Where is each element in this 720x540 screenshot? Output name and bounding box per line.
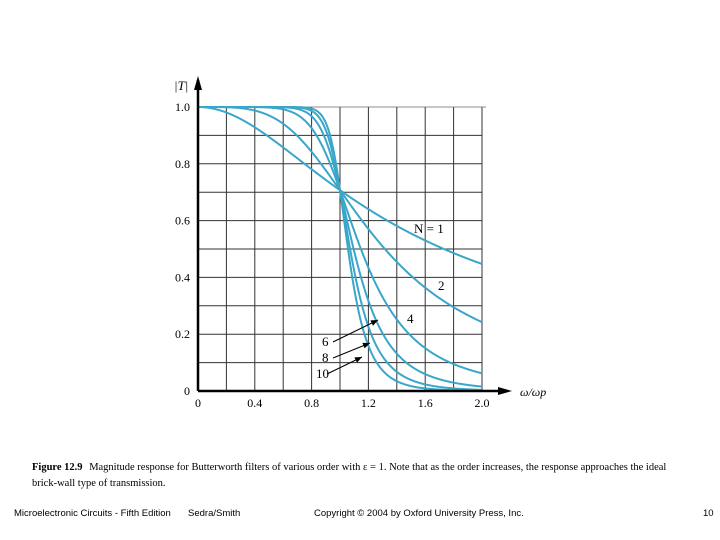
figure-caption-text: Magnitude response for Butterworth filters of various order with ε = 1. Note that as the order increases, the response approaches the ideal brick-wall type of transmission. [32, 462, 667, 489]
x-axis-arrowhead [498, 387, 512, 395]
x-tick-label: 1.6 [417, 396, 433, 410]
series-label-n2: 2 [438, 278, 445, 293]
x-tick-label: 2.0 [474, 396, 490, 410]
figure-label: Figure 12.9 [32, 462, 83, 473]
y-axis-arrowhead [194, 76, 202, 90]
y-tick-label: 0.8 [175, 156, 190, 171]
y-tick-label: 0.4 [175, 270, 190, 285]
chart-tick-labels [174, 78, 546, 410]
y-tick-label: 0.6 [175, 213, 190, 228]
footer-page-number: 10 [703, 508, 714, 519]
series-label-n6: 6 [322, 334, 329, 349]
series-label-n10: 10 [316, 366, 329, 381]
x-axis-label: ω/ωp [520, 385, 547, 399]
chart-axes [194, 76, 512, 395]
footer-book-title: Microelectronic Circuits - Fifth Edition [14, 508, 171, 519]
series-label-n1: N = 1 [414, 221, 444, 236]
x-tick-label: 0.4 [247, 396, 263, 410]
series-label-n8: 8 [322, 350, 329, 365]
series-label-n4: 4 [407, 311, 414, 326]
x-tick-label: 0.8 [304, 396, 320, 410]
figure-caption [32, 460, 692, 492]
footer-authors: Sedra/Smith [188, 508, 241, 519]
footer-copyright: Copyright © 2004 by Oxford University Press, Inc. [314, 508, 524, 519]
y-tick-label: 0.2 [175, 327, 190, 342]
y-tick-label: 1.0 [175, 100, 190, 114]
y-tick-label: 0 [184, 384, 190, 398]
y-axis-label: |T| [174, 78, 189, 93]
x-tick-label: 1.2 [360, 396, 376, 410]
x-tick-label: 0 [195, 396, 201, 410]
